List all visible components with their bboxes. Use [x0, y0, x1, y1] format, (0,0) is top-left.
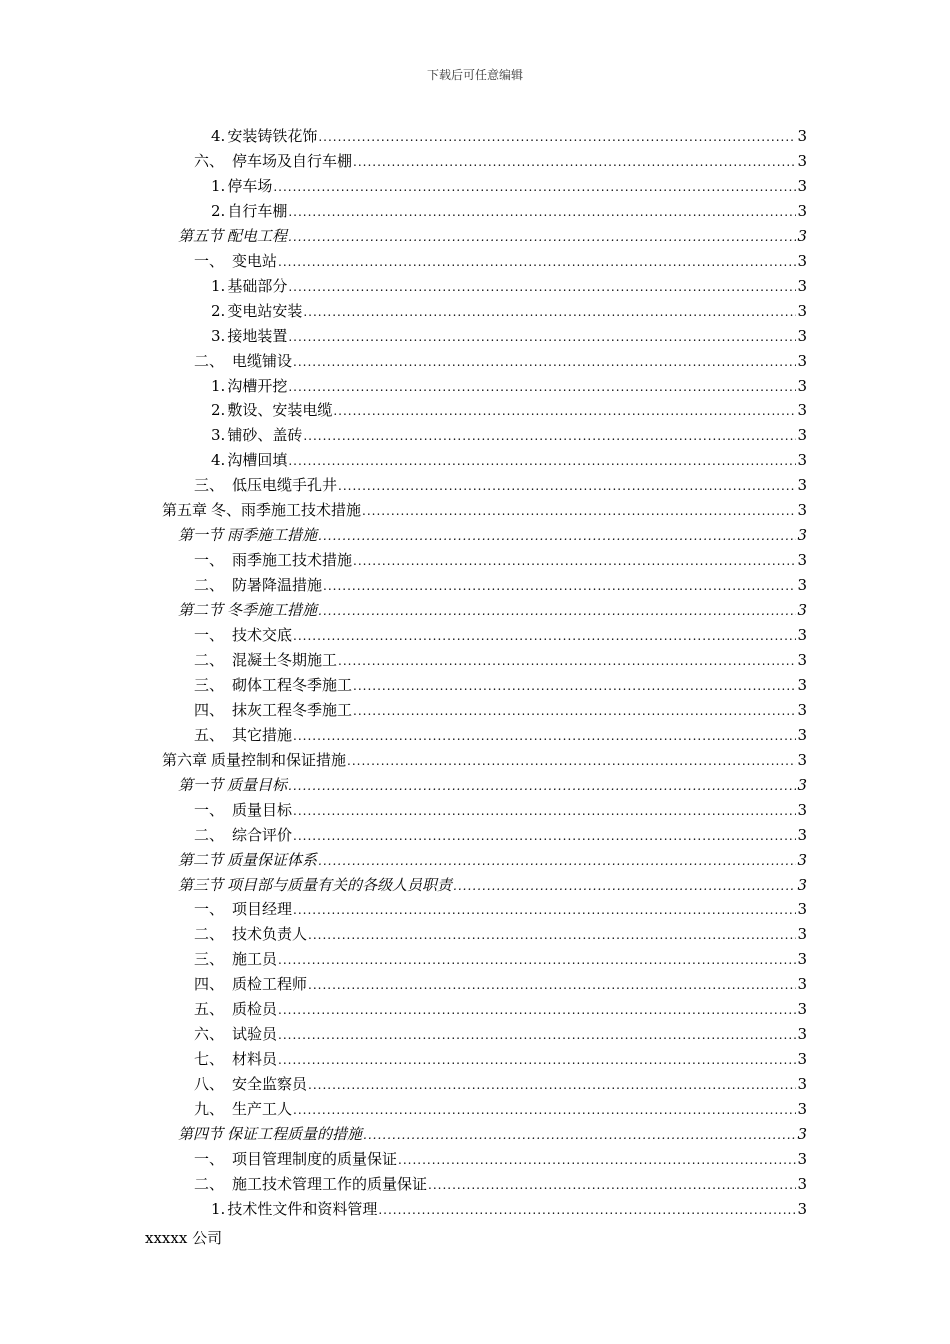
toc-entry-number: 三、 [194, 675, 225, 694]
toc-entry[interactable] [194, 1147, 807, 1172]
toc-entry[interactable] [211, 448, 807, 473]
toc-page-number: 3 [797, 875, 807, 894]
toc-page-number: 3 [797, 825, 807, 844]
toc-entry[interactable] [162, 498, 807, 523]
toc-entry-number: 第一节 [178, 526, 224, 545]
toc-entry-title: 接地装置 [227, 326, 288, 345]
toc-entry[interactable] [194, 922, 807, 947]
toc-entry-number: 第二节 [178, 601, 224, 620]
toc-entry[interactable] [194, 548, 807, 573]
toc-entry-title: 质检员 [232, 1000, 278, 1019]
toc-page-number: 3 [797, 601, 807, 620]
toc-entry-number: 1. [211, 376, 226, 395]
toc-entry-title: 安全监察员 [232, 1075, 308, 1094]
toc-entry[interactable] [211, 124, 807, 149]
toc-dot-leader [398, 1147, 796, 1173]
toc-entry[interactable] [194, 723, 807, 748]
toc-entry[interactable] [194, 798, 807, 823]
toc-page-number: 3 [797, 1050, 807, 1069]
toc-page-number: 3 [797, 1075, 807, 1094]
toc-entry-number: 1. [211, 1199, 226, 1218]
toc-entry-title: 沟槽回填 [227, 451, 288, 470]
toc-page-number: 3 [797, 501, 807, 520]
toc-entry-number: 2. [211, 301, 226, 320]
toc-dot-leader [293, 623, 796, 649]
toc-entry-title: 雨季施工措施 [227, 526, 318, 545]
toc-entry-title: 停车场 [227, 176, 273, 195]
toc-entry-number: 四、 [194, 700, 225, 719]
toc-entry[interactable] [194, 1172, 807, 1197]
toc-entry-number: 一、 [194, 551, 225, 570]
toc-entry[interactable] [194, 698, 807, 723]
toc-page-number: 3 [797, 725, 807, 744]
toc-entry-number: 一、 [194, 1149, 225, 1168]
toc-entry[interactable] [194, 249, 807, 274]
toc-entry-title: 砌体工程冬季施工 [232, 675, 353, 694]
toc-entry-number: 五、 [194, 725, 225, 744]
toc-page-number: 3 [797, 1149, 807, 1168]
toc-entry-title: 保证工程质量的措施 [227, 1125, 363, 1143]
toc-entry[interactable] [211, 398, 807, 423]
toc-entry-number: 第六章 [162, 750, 208, 769]
toc-entry-number: 2. [211, 201, 226, 220]
toc-dot-leader [308, 972, 796, 998]
toc-entry-number: 八、 [194, 1075, 225, 1094]
toc-entry[interactable] [194, 947, 807, 972]
toc-dot-leader [273, 174, 796, 200]
toc-dot-leader [308, 1072, 796, 1098]
toc-page-number: 3 [797, 176, 807, 195]
toc-page-number: 3 [797, 900, 807, 919]
toc-page-number: 3 [797, 151, 807, 170]
toc-entry[interactable] [178, 598, 807, 623]
toc-entry-number: 一、 [194, 626, 225, 644]
toc-entry-title: 停车场及自行车棚 [232, 151, 353, 170]
toc-entry[interactable] [194, 972, 807, 997]
toc-page-number: 3 [797, 675, 807, 694]
toc-entry-title: 质量保证体系 [227, 850, 318, 869]
toc-entry[interactable] [194, 473, 807, 498]
toc-entry-number: 二、 [194, 650, 225, 669]
toc-page-number: 3 [797, 1125, 807, 1143]
toc-entry-title: 变电站安装 [227, 301, 303, 320]
toc-entry[interactable] [194, 673, 807, 698]
toc-entry[interactable] [211, 199, 807, 224]
toc-entry-title: 安装铸铁花饰 [227, 127, 318, 145]
toc-page-number: 3 [797, 201, 807, 220]
toc-entry-number: 第五章 [162, 501, 208, 520]
toc-entry-title: 配电工程 [227, 226, 288, 245]
toc-entry-title: 敷设、安装电缆 [227, 401, 333, 420]
toc-entry-title: 综合评价 [232, 825, 293, 844]
toc-entry[interactable] [194, 897, 807, 922]
toc-dot-leader [278, 1022, 796, 1048]
toc-page-number: 3 [797, 127, 807, 145]
toc-dot-leader [323, 573, 796, 599]
toc-entry[interactable] [211, 1197, 807, 1222]
toc-entry-title: 技术性文件和资料管理 [227, 1199, 378, 1218]
toc-entry[interactable] [194, 1022, 807, 1047]
toc-page-number: 3 [797, 975, 807, 994]
toc-page-number: 3 [797, 376, 807, 395]
toc-entry[interactable] [178, 773, 807, 798]
toc-entry[interactable] [194, 1097, 807, 1122]
toc-entry-number: 第五节 [178, 226, 224, 245]
toc-entry-number: 九、 [194, 1100, 225, 1119]
toc-entry-title: 施工技术管理工作的质量保证 [232, 1174, 428, 1193]
toc-page-number: 3 [797, 301, 807, 320]
toc-dot-leader [362, 498, 796, 524]
toc-page-number: 3 [797, 351, 807, 370]
toc-dot-leader [353, 698, 796, 724]
toc-entry-number: 一、 [194, 800, 225, 819]
toc-entry[interactable] [211, 423, 807, 448]
toc-dot-leader [278, 249, 796, 275]
toc-dot-leader [293, 798, 796, 824]
toc-entry-title: 项目管理制度的质量保证 [232, 1149, 398, 1168]
toc-entry[interactable] [162, 748, 807, 773]
toc-entry-number: 第一节 [178, 775, 224, 794]
toc-entry-title: 质量控制和保证措施 [211, 750, 347, 769]
toc-entry-number: 二、 [194, 1174, 225, 1193]
toc-dot-leader [363, 1122, 796, 1148]
toc-dot-leader [288, 274, 796, 300]
toc-entry-title: 电缆铺设 [232, 351, 293, 370]
toc-page-number: 3 [797, 551, 807, 570]
toc-entry-title: 自行车棚 [227, 201, 288, 220]
toc-dot-leader [288, 199, 796, 225]
toc-entry[interactable] [194, 1072, 807, 1097]
toc-entry[interactable] [178, 848, 807, 873]
toc-page-number: 3 [797, 401, 807, 420]
toc-page-number: 3 [797, 276, 807, 295]
toc-dot-leader [293, 723, 796, 749]
toc-entry-number: 三、 [194, 476, 225, 495]
toc-entry[interactable] [211, 174, 807, 199]
toc-entry[interactable] [178, 1122, 807, 1147]
toc-dot-leader [288, 773, 796, 799]
toc-entry-number: 四、 [194, 975, 225, 994]
toc-page-number: 3 [797, 1199, 807, 1218]
toc-entry[interactable] [194, 573, 807, 598]
toc-entry-number: 二、 [194, 576, 225, 595]
toc-page-number: 3 [797, 750, 807, 769]
toc-page-number: 3 [797, 850, 807, 869]
toc-entry-number: 二、 [194, 825, 225, 844]
toc-page-number: 3 [797, 526, 807, 545]
toc-dot-leader [303, 423, 796, 449]
toc-entry-number: 4. [211, 451, 226, 470]
toc-entry[interactable] [194, 349, 807, 374]
toc-entry-number: 2. [211, 401, 226, 420]
toc-dot-leader [347, 748, 796, 774]
toc-page-number: 3 [797, 1000, 807, 1019]
toc-page-number: 3 [797, 800, 807, 819]
toc-entry-number: 一、 [194, 900, 225, 919]
toc-entry[interactable] [178, 224, 807, 249]
toc-entry-title: 冬、雨季施工技术措施 [211, 501, 362, 520]
toc-entry-title: 雨季施工技术措施 [232, 551, 353, 570]
toc-entry-number: 二、 [194, 351, 225, 370]
toc-entry-title: 低压电缆手孔井 [232, 476, 338, 495]
toc-page-number: 3 [797, 226, 807, 245]
toc-entry-number: 二、 [194, 925, 225, 944]
toc-entry-number: 六、 [194, 151, 225, 170]
toc-dot-leader [293, 823, 796, 849]
toc-entry-title: 抹灰工程冬季施工 [232, 700, 353, 719]
toc-entry[interactable] [194, 823, 807, 848]
toc-dot-leader [318, 124, 796, 150]
toc-page-number: 3 [797, 650, 807, 669]
toc-page-number: 3 [797, 326, 807, 345]
toc-entry-title: 变电站 [232, 251, 278, 270]
toc-entry-number: 3. [211, 326, 226, 345]
toc-entry[interactable] [194, 623, 807, 648]
toc-entry[interactable] [194, 648, 807, 673]
toc-entry-number: 4. [211, 127, 226, 145]
page-header: 下载后可任意编辑 [426, 68, 523, 82]
toc-page-number: 3 [797, 1100, 807, 1119]
toc-entry[interactable] [194, 149, 807, 174]
toc-entry-title: 试验员 [232, 1025, 278, 1044]
toc-entry-title: 质检工程师 [232, 975, 308, 994]
toc-entry-title: 铺砂、盖砖 [227, 426, 303, 445]
toc-entry-title: 沟槽开挖 [227, 376, 288, 395]
toc-entry-number: 三、 [194, 950, 225, 969]
toc-page-number: 3 [797, 925, 807, 944]
toc-page-number: 3 [797, 451, 807, 470]
toc-entry-number: 一、 [194, 251, 225, 270]
toc-entry[interactable] [211, 374, 807, 399]
toc-dot-leader [288, 374, 796, 400]
toc-dot-leader [308, 922, 796, 948]
toc-dot-leader [318, 598, 796, 624]
toc-dot-leader [353, 548, 796, 574]
toc-page-number: 3 [797, 700, 807, 719]
toc-dot-leader [338, 473, 796, 499]
toc-entry-title: 材料员 [232, 1050, 278, 1069]
toc-dot-leader [288, 224, 796, 250]
toc-dot-leader [333, 398, 796, 424]
toc-entry-number: 五、 [194, 1000, 225, 1019]
toc-dot-leader [318, 523, 796, 549]
toc-entry-number: 第三节 [178, 875, 224, 894]
toc-entry[interactable] [194, 1047, 807, 1072]
toc-entry-number: 3. [211, 426, 226, 445]
toc-entry-number: 第四节 [178, 1125, 224, 1143]
toc-dot-leader [353, 673, 796, 699]
toc-page-number: 3 [797, 426, 807, 445]
toc-entry[interactable] [211, 299, 807, 324]
toc-page-number: 3 [797, 1174, 807, 1193]
toc-dot-leader [293, 897, 796, 923]
toc-entry-number: 六、 [194, 1025, 225, 1044]
toc-dot-leader [378, 1197, 796, 1223]
toc-dot-leader [288, 448, 796, 474]
toc-entry-title: 技术交底 [232, 626, 293, 644]
toc-entry-title: 冬季施工措施 [227, 601, 318, 620]
toc-entry-title: 项目部与质量有关的各级人员职责 [227, 875, 453, 894]
toc-dot-leader [338, 648, 796, 674]
toc-entry[interactable] [211, 274, 807, 299]
toc-page-number: 3 [797, 950, 807, 969]
toc-entry-title: 生产工人 [232, 1100, 293, 1119]
toc-dot-leader [278, 947, 796, 973]
toc-entry-number: 1. [211, 276, 226, 295]
toc-entry-number: 第二节 [178, 850, 224, 869]
toc-entry-title: 防暑降温措施 [232, 576, 323, 595]
toc-entry[interactable] [178, 873, 807, 898]
toc-dot-leader [453, 873, 796, 899]
toc-dot-leader [293, 349, 796, 375]
toc-dot-leader [278, 1047, 796, 1073]
page-footer: xxxxx 公司 [145, 1229, 223, 1247]
toc-page-number: 3 [797, 1025, 807, 1044]
toc-entry-title: 基础部分 [227, 276, 288, 295]
toc-entry-number: 1. [211, 176, 226, 195]
toc-entry-number: 七、 [194, 1050, 225, 1069]
toc-dot-leader [318, 848, 796, 874]
toc-entry-title: 施工员 [232, 950, 278, 969]
toc-dot-leader [288, 324, 796, 350]
toc-page-number: 3 [797, 775, 807, 794]
toc-entry-title: 质量目标 [227, 775, 288, 794]
toc-page-number: 3 [797, 251, 807, 270]
toc-dot-leader [278, 997, 796, 1023]
toc-dot-leader [303, 299, 796, 325]
toc-entry-title: 技术负责人 [232, 925, 308, 944]
toc-page-number: 3 [797, 576, 807, 595]
toc-page-number: 3 [797, 626, 807, 644]
toc-entry-title: 混凝土冬期施工 [232, 650, 338, 669]
toc-dot-leader [293, 1097, 796, 1123]
toc-dot-leader [353, 149, 796, 175]
toc-dot-leader [428, 1172, 796, 1198]
toc-entry[interactable] [178, 523, 807, 548]
toc-entry[interactable] [211, 324, 807, 349]
toc-page-number: 3 [797, 476, 807, 495]
toc-entry-title: 质量目标 [232, 800, 293, 819]
toc-entry-title: 项目经理 [232, 900, 293, 919]
toc-entry[interactable] [194, 997, 807, 1022]
toc-entry-title: 其它措施 [232, 725, 293, 744]
